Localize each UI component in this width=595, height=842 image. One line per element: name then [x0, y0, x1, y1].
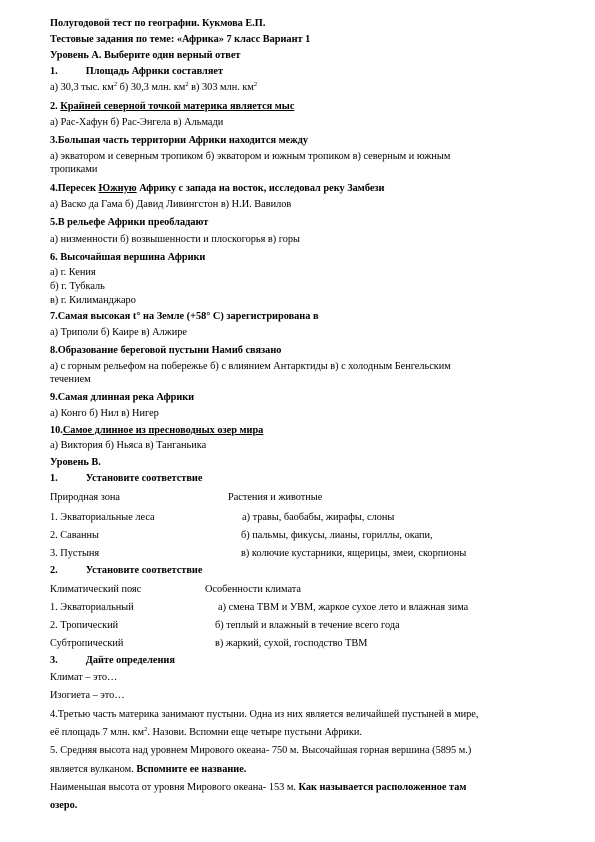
level-b-title: Уровень В. — [50, 457, 101, 468]
task-5-line-2: является вулканом. Вспомните ее название. — [50, 764, 247, 775]
task-5-line-1: 5. Средняя высота над уровнем Мирового океана- 750 м. Высочайшая горная вершина (5895 м.) — [50, 745, 472, 756]
task-2-title: 2. Установите соответствие — [50, 565, 203, 576]
answer-4: а) Васко да Гама б) Давид Ливингстон в) Н.И. Вавилов — [50, 199, 292, 210]
answer-5: а) низменности б) возвышенности и плоскогорья в) горы — [50, 234, 300, 245]
header-line-3: Уровень А. Выберите один верный ответ — [50, 50, 241, 61]
answer-6-b: б) г. Тубкаль — [50, 281, 105, 292]
task-2-left-header: Климатический пояс — [50, 584, 142, 595]
question-7: 7.Самая высокая t° на Земле (+58° С) зарегистрирована в — [50, 311, 319, 322]
task-2-left-2: 2. Тропический — [50, 620, 119, 631]
question-9: 9.Самая длинная река Африки — [50, 392, 195, 403]
answer-6-c: в) г. Килиманджаро — [50, 295, 136, 306]
task-1-left-1: 1. Экваториальные леса — [50, 512, 155, 523]
answer-6-a: а) г. Кения — [50, 267, 96, 278]
task-2-right-header: Особенности климата — [205, 584, 302, 595]
task-2-right-3: в) жаркий, сухой, господство ТВМ — [215, 638, 368, 649]
task-1-left-2: 2. Саванны — [50, 530, 99, 541]
answer-3: а) экватором и северным тропиком б) экватором и южным тропиком в) северным и южным — [50, 151, 451, 162]
answer-8: а) с горным рельефом на побережье б) с влиянием Антарктиды в) с холодным Бенгельским — [50, 361, 451, 372]
question-3: 3.Большая часть территории Африки находится между — [50, 135, 309, 146]
task-1-right-1: а) травы, баобабы, жирафы, слоны — [242, 512, 395, 523]
task-1-right-header: Растения и животные — [228, 492, 323, 503]
task-1-left-3: 3. Пустыня — [50, 548, 100, 559]
question-6: 6. Высочайшая вершина Африки — [50, 252, 206, 263]
task-2-right-2: б) теплый и влажный в течение всего года — [215, 620, 400, 631]
question-2: 2. Крайней северной точкой материка является мыс — [50, 101, 295, 112]
question-8: 8.Образование береговой пустыни Намиб связано — [50, 345, 282, 356]
task-2-right-1: а) смена ТВМ и УВМ, жаркое сухое лето и влажная зима — [218, 602, 469, 613]
header-line-2: Тестовые задания по теме: «Африка» 7 класс Вариант 1 — [50, 34, 311, 45]
question-5: 5.В рельефе Африки преобладают — [50, 217, 209, 228]
task-3-title: 3. Дайте определения — [50, 655, 175, 666]
answer-3-cont: тропиками — [50, 164, 98, 175]
answer-8-cont: течением — [50, 374, 91, 385]
task-4-line-2: её площадь 7 млн. $км^2$. Назови. Вспомни еще четыре пустыни Африки. — [50, 726, 362, 738]
task-4-line-1: 4.Третью часть материка занимают пустыни. Одна из них является величайшей пустыней в мире, — [50, 709, 479, 720]
task-1-right-3: в) колючие кустарники, ящерицы, змеи, скорпионы — [241, 548, 467, 559]
task-6-line-2: озеро. — [50, 800, 78, 811]
answer-9: а) Конго б) Нил в) Нигер — [50, 408, 159, 419]
task-6-line-1: Наименьшая высота от уровня Мирового океана- 153 м. Как называется расположенное там — [50, 782, 467, 793]
question-1: 1. Площадь Африки составляет — [50, 66, 224, 77]
header-line-1: Полугодовой тест по географии. Кукмова Е.П. — [50, 18, 266, 29]
answer-10: а) Виктория б) Ньяса в) Танганьика — [50, 440, 207, 451]
question-10: 10.Самое длинное из пресноводных озер мира — [50, 425, 264, 436]
task-2-left-3: Субтропический — [50, 638, 124, 649]
task-1-left-header: Природная зона — [50, 492, 120, 503]
task-1-title: 1. Установите соответствие — [50, 473, 203, 484]
answer-7: а) Триполи б) Каире в) Алжире — [50, 327, 188, 338]
task-3-def-2: Изогиета – это… — [50, 690, 125, 701]
task-2-left-1: 1. Экваториальный — [50, 602, 134, 613]
answer-2: а) Рас-Хафун б) Рас-Энгела в) Альмади — [50, 117, 224, 128]
question-4: 4.Пересек Южную Африку с запада на восток, исследовал реку Замбези — [50, 183, 385, 194]
answer-1: а) 30,3 тыс. $км^2$ б) 30,3 млн. $км^2$ в) 303 млн. $км^2$ — [50, 81, 258, 93]
task-1-right-2: б) пальмы, фикусы, лианы, гориллы, окапи, — [241, 530, 433, 541]
task-3-def-1: Климат – это… — [50, 672, 118, 683]
